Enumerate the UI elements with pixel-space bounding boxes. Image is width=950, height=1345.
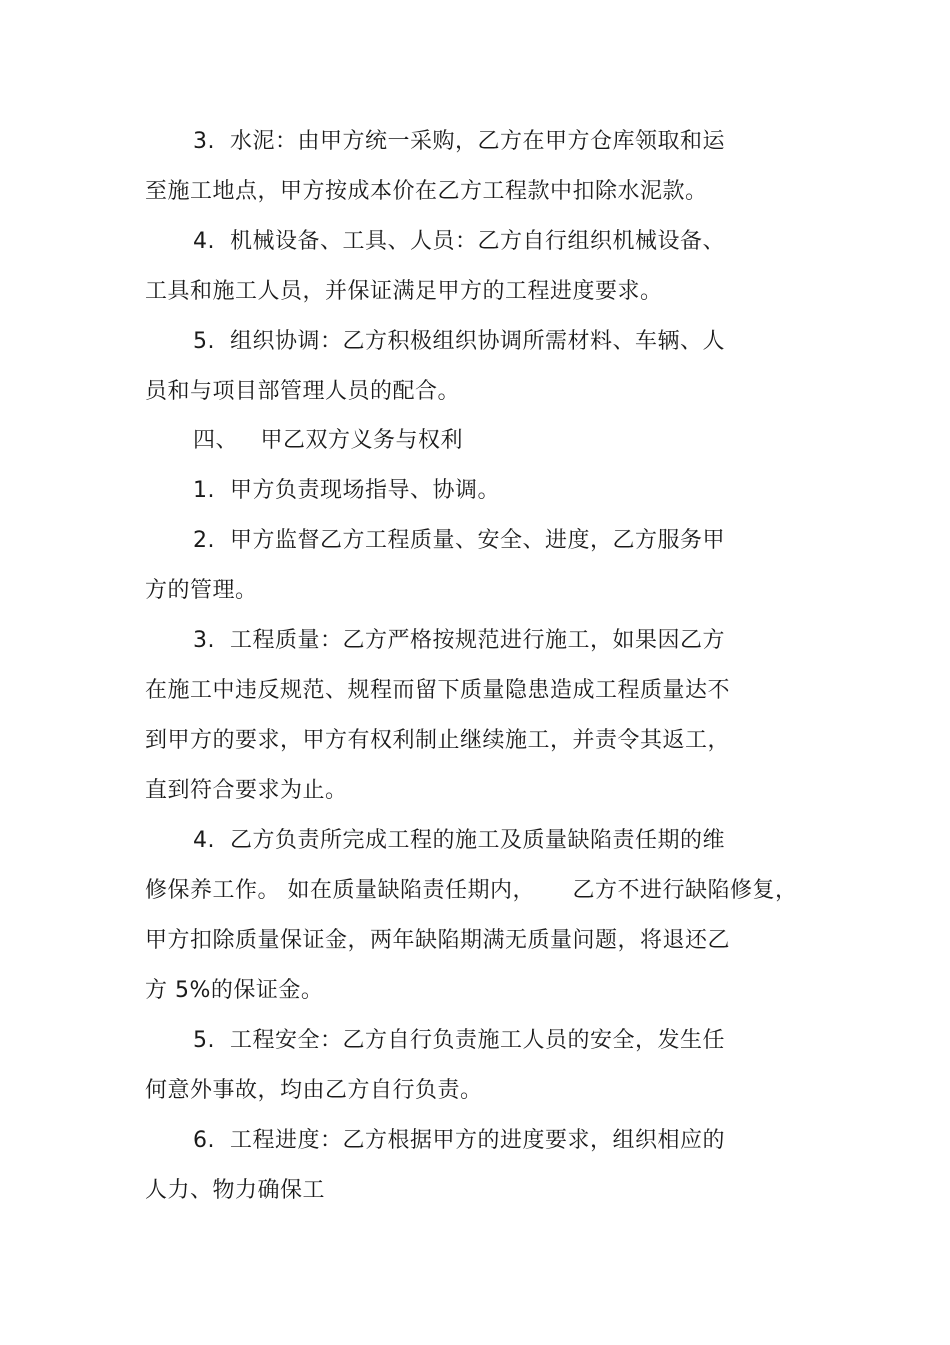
text-line: 人力、物力确保工 [145, 1178, 326, 1203]
text-line: 员和与项目部管理人员的配合。 [145, 379, 461, 404]
text-line: 6. 工程进度：乙方根据甲方的进度要求，组织相应的 [193, 1128, 725, 1153]
text-line: 3. 工程质量：乙方严格按规范进行施工，如果因乙方 [193, 628, 725, 653]
text-line: 至施工地点，甲方按成本价在乙方工程款中扣除水泥款。 [145, 179, 708, 204]
text-line: 方 5%的保证金。 [145, 978, 324, 1003]
text-line: 5. 组织协调：乙方积极组织协调所需材料、车辆、人 [193, 329, 725, 354]
text-line: 1. 甲方负责现场指导、协调。 [193, 478, 500, 503]
text-line: 4. 机械设备、工具、人员：乙方自行组织机械设备、 [193, 229, 725, 254]
text-line: 甲方扣除质量保证金，两年缺陷期满无质量问题，将退还乙 [145, 928, 731, 953]
text-line: 修保养工作。 如在质量缺陷责任期内， 乙方不进行缺陷修复， [145, 878, 798, 903]
text-line: 到甲方的要求，甲方有权利制止继续施工，并责令其返工， [145, 728, 731, 753]
text-line: 3. 水泥：由甲方统一采购，乙方在甲方仓库领取和运 [193, 129, 725, 154]
text-line: 4. 乙方负责所完成工程的施工及质量缺陷责任期的维 [193, 828, 725, 853]
text-line: 在施工中违反规范、规程而留下质量隐患造成工程质量达不 [145, 678, 731, 703]
text-line: 工具和施工人员，并保证满足甲方的工程进度要求。 [145, 279, 663, 304]
text-line: 直到符合要求为止。 [145, 778, 348, 803]
text-line: 方的管理。 [145, 578, 258, 603]
text-line: 何意外事故，均由乙方自行负责。 [145, 1078, 483, 1103]
text-line: 2. 甲方监督乙方工程质量、安全、进度，乙方服务甲 [193, 528, 725, 553]
text-line: 5. 工程安全：乙方自行负责施工人员的安全，发生任 [193, 1028, 725, 1053]
section-heading: 四、 甲乙双方义务与权利 [193, 428, 463, 453]
